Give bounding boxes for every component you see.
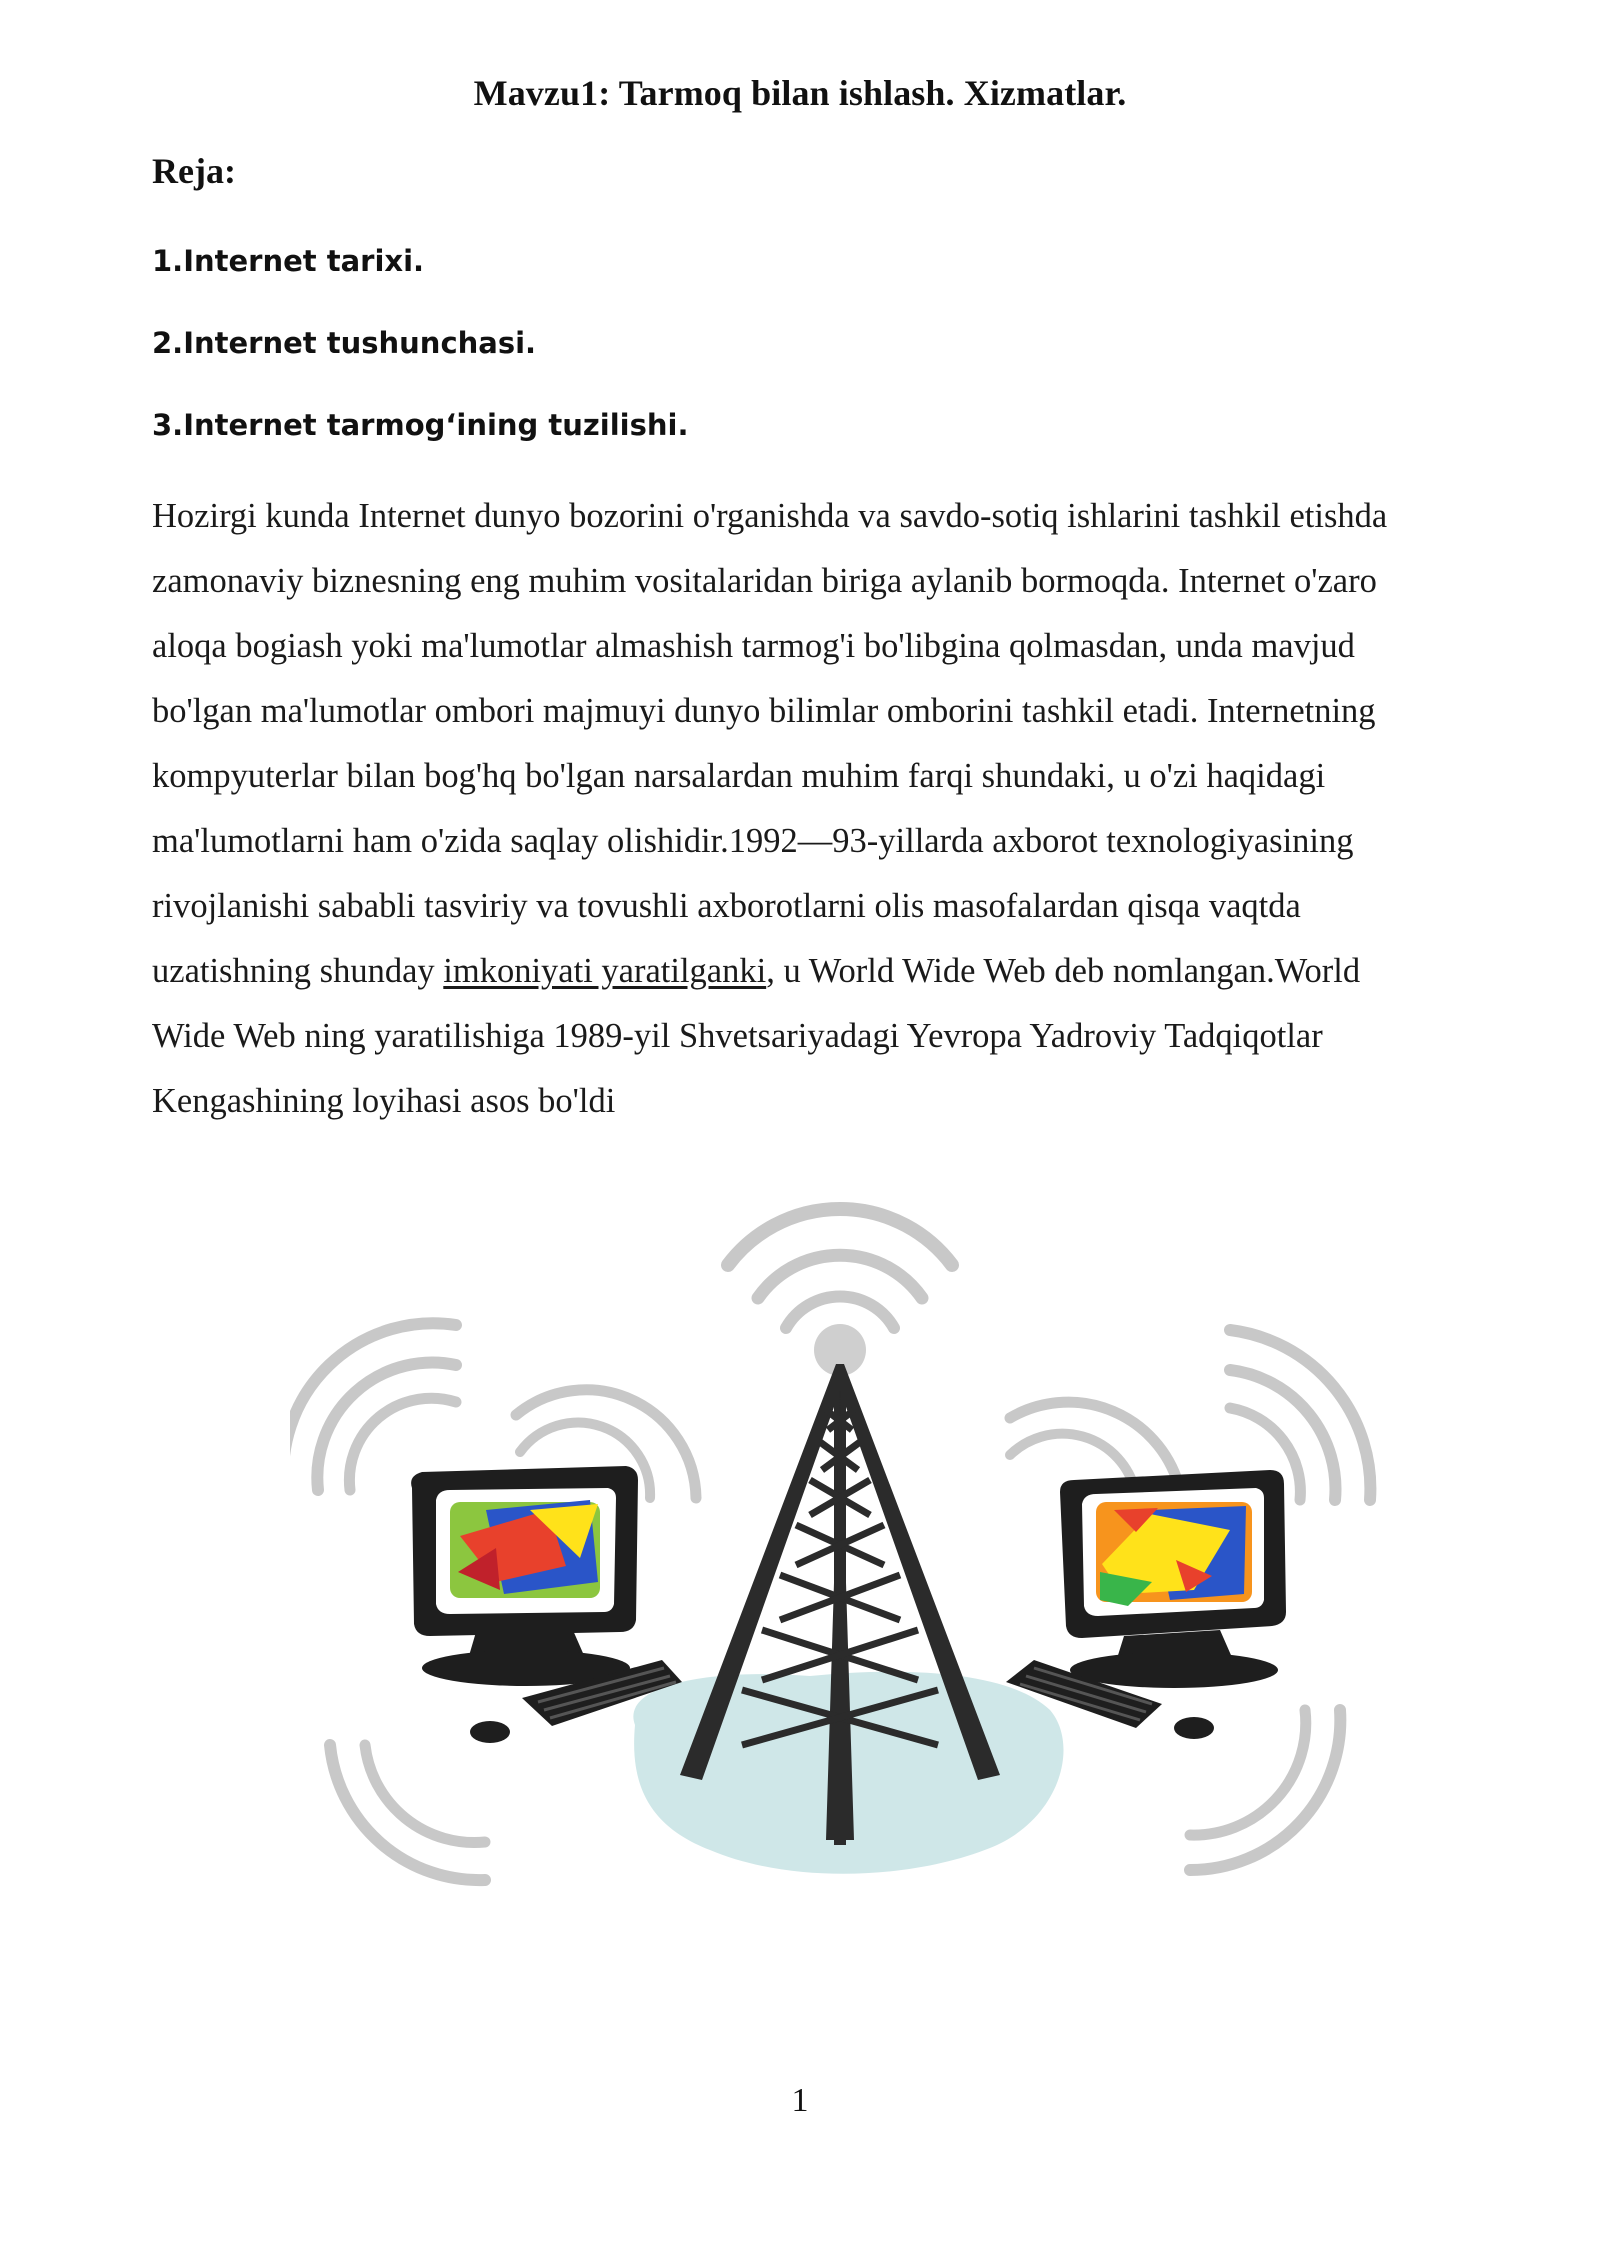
plan-item-1: 1.Internet tarixi. bbox=[152, 244, 425, 278]
paragraph-line: rivojlanishi sababli tasviriy va tovushli axborotlarni olis masofalardan qisqa vaqtda bbox=[152, 887, 1301, 925]
paragraph-line: Kengashining loyihasi asos bo'ldi bbox=[152, 1082, 616, 1120]
paragraph-line: Hozirgi kunda Internet dunyo bozorini o'rganishda va savdo-sotiq ishlarini tashkil etishda bbox=[152, 497, 1388, 535]
left-mouse bbox=[470, 1721, 510, 1743]
paragraph-line: kompyuterlar bilan bog'hq bo'lgan narsalardan muhim farqi shundaki, u o'zi haqidagi bbox=[152, 757, 1326, 795]
page-number: 1 bbox=[791, 2082, 809, 2119]
tower-signal-waves bbox=[728, 1209, 952, 1328]
paragraph-line bbox=[152, 939, 1532, 1004]
paragraph-line: Wide Web ning yaratilishiga 1989-yil Shvetsariyadagi Yevropa Yadroviy Tadqiqotlar bbox=[152, 1017, 1323, 1055]
plan-item-2: 2.Internet tushunchasi. bbox=[152, 326, 537, 360]
paragraph-line: ma'lumotlarni ham o'zida saqlay olishidir.1992—93-yillarda axborot texnologiyasining bbox=[152, 822, 1354, 860]
right-mouse bbox=[1174, 1717, 1214, 1739]
right-computer-icon bbox=[1006, 1470, 1286, 1739]
paragraph-text: , u World Wide Web deb nomlangan.World bbox=[766, 952, 1361, 990]
underlined-phrase: imkoniyati yaratilganki bbox=[443, 952, 767, 990]
paragraph-line: bo'lgan ma'lumotlar ombori majmuyi dunyo bilimlar omborini tashkil etadi. Internetning bbox=[152, 692, 1376, 730]
network-tower-illustration bbox=[290, 1180, 1390, 1920]
plan-item-3: 3.Internet tarmog‘ining tuzilishi. bbox=[152, 408, 689, 442]
page-title: Mavzu1: Tarmoq bilan ishlash. Xizmatlar. bbox=[473, 73, 1127, 113]
plan-heading: Reja: bbox=[152, 151, 236, 191]
paragraph-line: zamonaviy biznesning eng muhim vositalaridan biriga aylanib bormoqda. Internet o'zaro bbox=[152, 562, 1377, 600]
body-paragraph bbox=[152, 484, 1532, 1134]
paragraph-text: uzatishning shunday bbox=[152, 952, 444, 990]
paragraph-line: aloqa bogiash yoki ma'lumotlar almashish tarmog'i bo'libgina qolmasdan, unda mavjud bbox=[152, 627, 1355, 665]
